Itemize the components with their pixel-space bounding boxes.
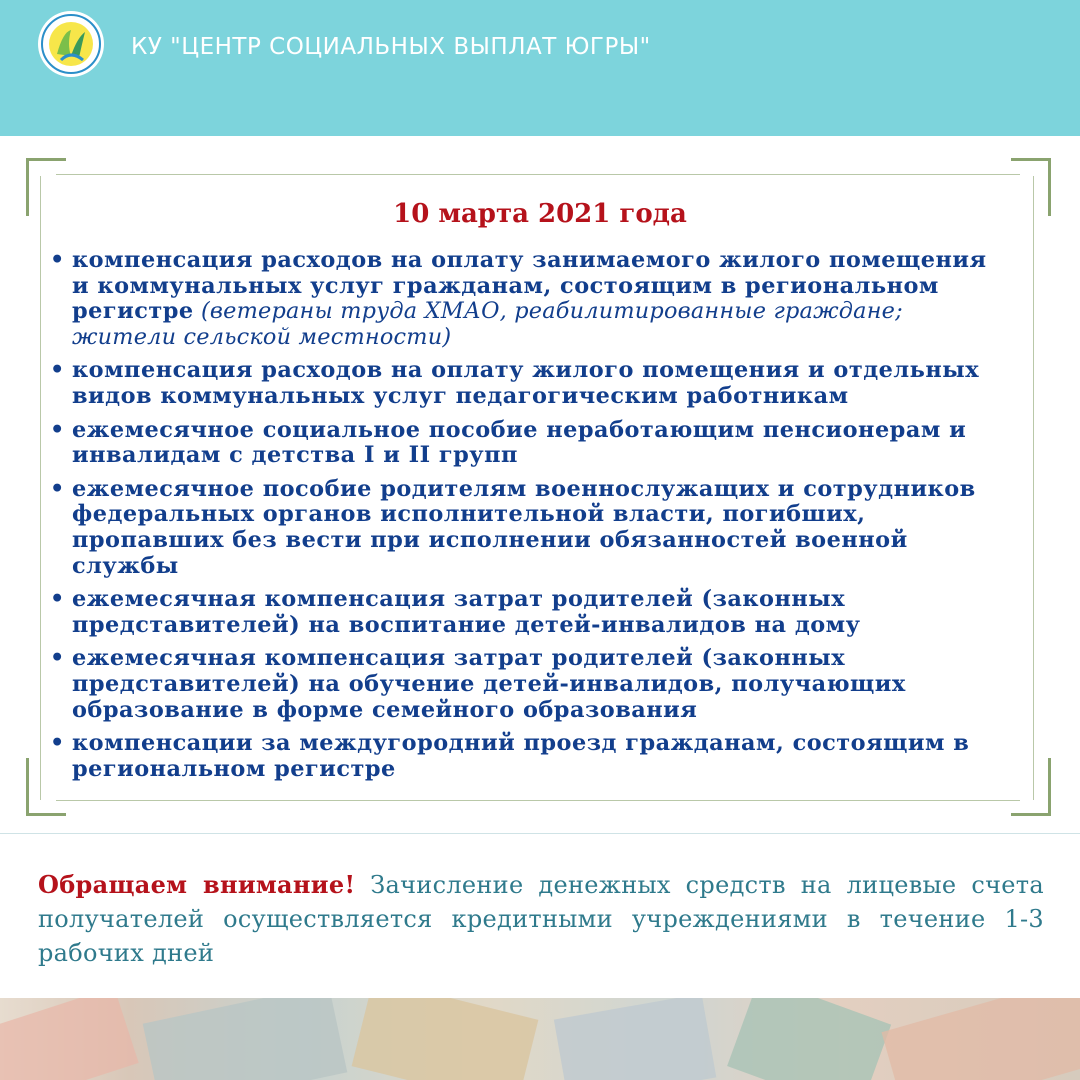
payments-list xyxy=(50,248,1040,790)
list-item: • ежемесячная компенсация затрат родителей (законных представителей) на обучение детей-инвалидов, получающих образование в форме семейного образования xyxy=(50,645,906,723)
notice-paragraph xyxy=(38,868,1044,970)
organization-title: КУ "ЦЕНТР СОЦИАЛЬНЫХ ВЫПЛАТ ЮГРЫ" xyxy=(131,34,651,60)
list-item: • компенсация расходов на оплату жилого помещения и отдельных видов коммунальных услуг педагогическим работникам xyxy=(50,357,980,409)
item-note: (ветераны труда ХМАО, реабилитированные граждане; xyxy=(193,298,903,325)
bullet-icon: • xyxy=(50,475,65,502)
bullet-icon: • xyxy=(50,247,65,273)
bullet-icon: • xyxy=(50,730,65,757)
bullet-icon: • xyxy=(50,645,65,672)
date-title: 10 марта 2021 года xyxy=(393,199,687,229)
notice-text: Зачисление денежных средств на лицевые счета получателей осуществляется кредитными учреждениями в течение 1-3 рабочих дней xyxy=(38,871,1044,967)
list-item: • компенсации за междугородний проезд гражданам, состоящим в региональном регистре xyxy=(50,730,970,782)
notice-warning: Обращаем внимание! xyxy=(38,870,356,899)
divider xyxy=(0,833,1080,834)
org-emblem-icon xyxy=(37,10,105,78)
bullet-icon: • xyxy=(50,416,65,443)
banknotes-background-icon xyxy=(0,998,1080,1080)
list-item: • компенсация расходов на оплату занимаемого жилого помещения и коммунальных услуг гражданам, состоящим в региональном регистре (ветераны труда ХМАО, реабилитированные граждане; жители сельской местности) xyxy=(50,247,987,350)
list-item: • ежемесячная компенсация затрат родителей (законных представителей) на воспитание детей-инвалидов на дому xyxy=(50,586,861,638)
list-item: • ежемесячное пособие родителям военнослужащих и сотрудников федеральных органов исполнительной власти, погибших, пропавших без вести при исполнении обязанностей военной службы xyxy=(50,475,976,579)
bullet-icon: • xyxy=(50,586,65,613)
list-item: • ежемесячное социальное пособие неработающим пенсионерам и инвалидам с детства I и II групп xyxy=(50,416,967,469)
bullet-icon: • xyxy=(50,357,65,384)
header-bar xyxy=(0,0,1080,136)
item-note: жители сельской местности) xyxy=(72,323,452,350)
